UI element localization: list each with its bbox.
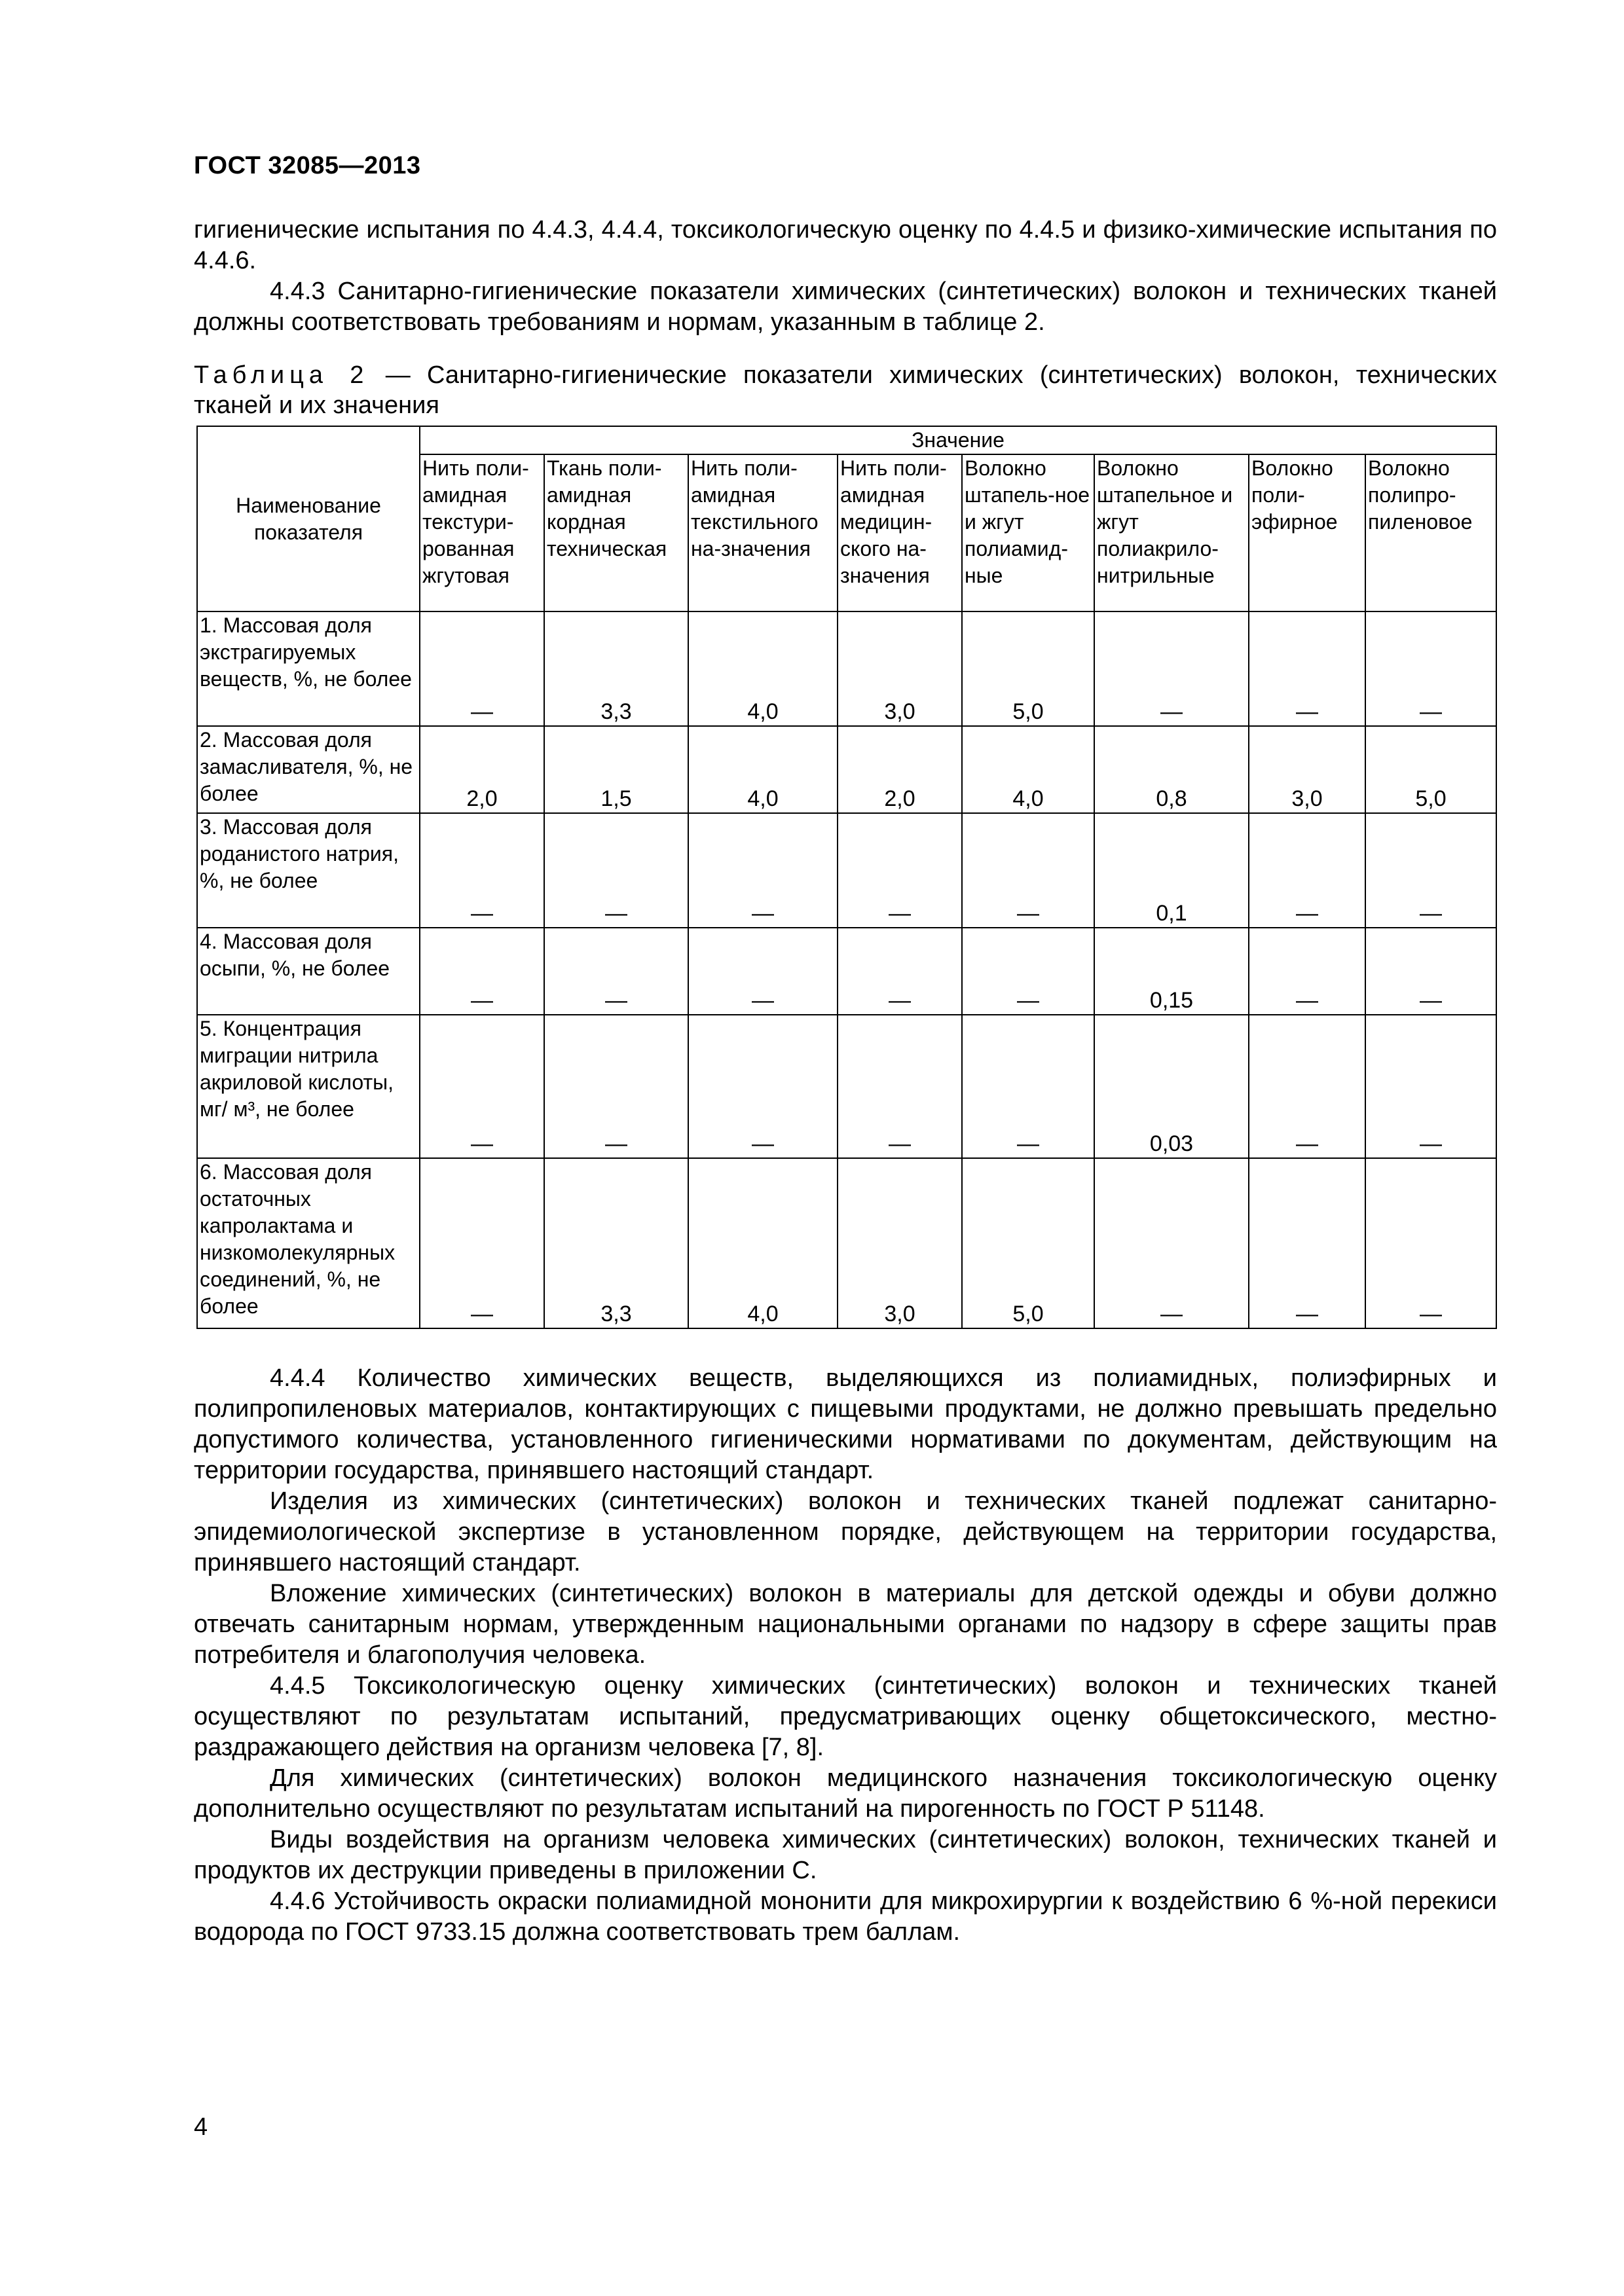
indicator-name-cell: 6. Массовая доля остаточных капролактама и низкомолекулярных соединений, %, не более <box>197 1158 420 1328</box>
value-cell: — <box>1365 813 1496 928</box>
table-row <box>197 813 1496 928</box>
value-cell: — <box>962 928 1094 1015</box>
indicator-name-cell: 3. Массовая доля роданистого натрия, %, не более <box>197 813 420 928</box>
value-cell: — <box>544 813 688 928</box>
table-row <box>197 611 1496 726</box>
document-header: ГОСТ 32085—2013 <box>194 152 421 179</box>
table-caption <box>194 360 1497 420</box>
value-cell: — <box>838 813 962 928</box>
value-cell: 2,0 <box>838 726 962 813</box>
value-group-header: Значение <box>420 426 1496 454</box>
value-cell: — <box>1249 1015 1365 1158</box>
body-paragraph-4: 4.4.5 Токсикологическую оценку химических (синтетических) волокон и технических тканей осуществляют по результатам испытаний, предусматривающих оценку общетоксического, местно-раздражающего действия на организм человека [7, 8]. <box>194 1672 1497 1761</box>
table-row <box>197 726 1496 813</box>
value-cell: — <box>688 928 838 1015</box>
intro-paragraph-2: 4.4.3 Санитарно-гигиенические показатели химических (синтетических) волокон и технических тканей должны соответствовать требованиям и нормам, указанным в таблице 2. <box>194 278 1497 336</box>
value-cell: 4,0 <box>688 726 838 813</box>
value-cell: — <box>688 813 838 928</box>
value-cell: — <box>1094 611 1249 726</box>
column-header: Волокно поли-эфирное <box>1249 454 1365 611</box>
value-cell: — <box>544 1015 688 1158</box>
value-cell: 0,15 <box>1094 928 1249 1015</box>
value-cell: 3,3 <box>544 1158 688 1328</box>
value-cell: 3,0 <box>838 1158 962 1328</box>
value-cell: 4,0 <box>688 611 838 726</box>
value-cell: — <box>962 813 1094 928</box>
body-paragraph-1: 4.4.4 Количество химических веществ, выделяющихся из полиамидных, полиэфирных и полипропиленовых материалов, контактирующих с пищевыми продуктами, не должно превышать предельно допустимого количества, установленного гигиеническими нормативами по документам, действующим на территории государства, принявшего настоящий стандарт. <box>194 1364 1497 1484</box>
column-header: Нить поли-амидная текстильного на-значения <box>688 454 838 611</box>
value-cell: — <box>838 1015 962 1158</box>
intro-paragraph-1: гигиенические испытания по 4.4.3, 4.4.4, токсикологическую оценку по 4.4.5 и физико-химические испытания по 4.4.6. <box>194 216 1497 274</box>
value-cell: — <box>420 1158 544 1328</box>
value-cell: — <box>1249 1158 1365 1328</box>
name-column-header: Наименование показателя <box>197 426 420 611</box>
value-cell: 5,0 <box>962 611 1094 726</box>
column-header: Нить поли-амидная текстури-рованная жгутовая <box>420 454 544 611</box>
value-cell: 1,5 <box>544 726 688 813</box>
indicator-name-cell: 2. Массовая доля замасливателя, %, не более <box>197 726 420 813</box>
value-cell: 5,0 <box>962 1158 1094 1328</box>
value-cell: — <box>1249 611 1365 726</box>
body-paragraph-6: Виды воздействия на организм человека химических (синтетических) волокон, технических тканей и продуктов их деструкции приведены в приложении С. <box>194 1826 1497 1884</box>
value-cell: — <box>544 928 688 1015</box>
value-cell: 5,0 <box>1365 726 1496 813</box>
indicator-name-cell: 1. Массовая доля экстрагируемых веществ, %, не более <box>197 611 420 726</box>
value-cell: — <box>1094 1158 1249 1328</box>
table-body <box>197 611 1496 1328</box>
intro-text <box>194 215 1497 338</box>
value-cell: — <box>1365 611 1496 726</box>
column-header: Нить поли-амидная медицин-ского на-значения <box>838 454 962 611</box>
body-paragraph-5: Для химических (синтетических) волокон медицинского назначения токсикологическую оценку дополнительно осуществляют по результатам испытаний на пирогенность по ГОСТ Р 51148. <box>194 1764 1497 1823</box>
column-header: Волокно полипро-пиленовое <box>1365 454 1496 611</box>
value-cell: — <box>420 928 544 1015</box>
value-cell: 3,0 <box>838 611 962 726</box>
value-cell: — <box>1365 1158 1496 1328</box>
column-header: Ткань поли-амидная кордная техническая <box>544 454 688 611</box>
value-cell: 4,0 <box>962 726 1094 813</box>
value-cell: — <box>962 1015 1094 1158</box>
column-header: Волокно штапельное и жгут полиакрило-нитрильные <box>1094 454 1249 611</box>
table-row <box>197 1158 1496 1328</box>
value-cell: 3,3 <box>544 611 688 726</box>
value-cell: — <box>1365 1015 1496 1158</box>
value-cell: — <box>838 928 962 1015</box>
value-cell: 0,8 <box>1094 726 1249 813</box>
body-paragraph-7: 4.4.6 Устойчивость окраски полиамидной мононити для микрохирургии к воздействию 6 %-ной перекиси водорода по ГОСТ 9733.15 должна соответствовать трем баллам. <box>194 1887 1497 1946</box>
value-cell: 0,03 <box>1094 1015 1249 1158</box>
value-cell: — <box>1249 928 1365 1015</box>
value-cell: — <box>1249 813 1365 928</box>
value-cell: 4,0 <box>688 1158 838 1328</box>
body-paragraph-3: Вложение химических (синтетических) волокон в материалы для детской одежды и обуви должно отвечать санитарным нормам, утвержденным национальными органами по надзору в сфере защиты прав потребителя и благополучия человека. <box>194 1580 1497 1669</box>
value-cell: — <box>420 1015 544 1158</box>
hygiene-table <box>196 426 1497 1329</box>
table-caption-text: — Санитарно-гигиенические показатели химических (синтетических) волокон, технических тканей и их значения <box>194 361 1497 419</box>
table-row <box>197 928 1496 1015</box>
value-cell: — <box>420 611 544 726</box>
page-number: 4 <box>194 2113 208 2141</box>
table-row <box>197 1015 1496 1158</box>
indicator-name-cell: 4. Массовая доля осыпи, %, не более <box>197 928 420 1015</box>
value-cell: — <box>420 813 544 928</box>
table-caption-label: Таблица 2 <box>194 361 369 389</box>
value-cell: 0,1 <box>1094 813 1249 928</box>
body-paragraph-2: Изделия из химических (синтетических) волокон и технических тканей подлежат санитарно-эпидемиологической экспертизе в установленном порядке, действующем на территории государства, принявшего настоящий стандарт. <box>194 1487 1497 1576</box>
indicator-name-cell: 5. Концентрация миграции нитрила акриловой кислоты, мг/ м³, не более <box>197 1015 420 1158</box>
body-text <box>194 1363 1497 1948</box>
value-cell: 3,0 <box>1249 726 1365 813</box>
value-cell: 2,0 <box>420 726 544 813</box>
value-cell: — <box>688 1015 838 1158</box>
column-header: Волокно штапель-ное и жгут полиамид-ные <box>962 454 1094 611</box>
value-cell: — <box>1365 928 1496 1015</box>
